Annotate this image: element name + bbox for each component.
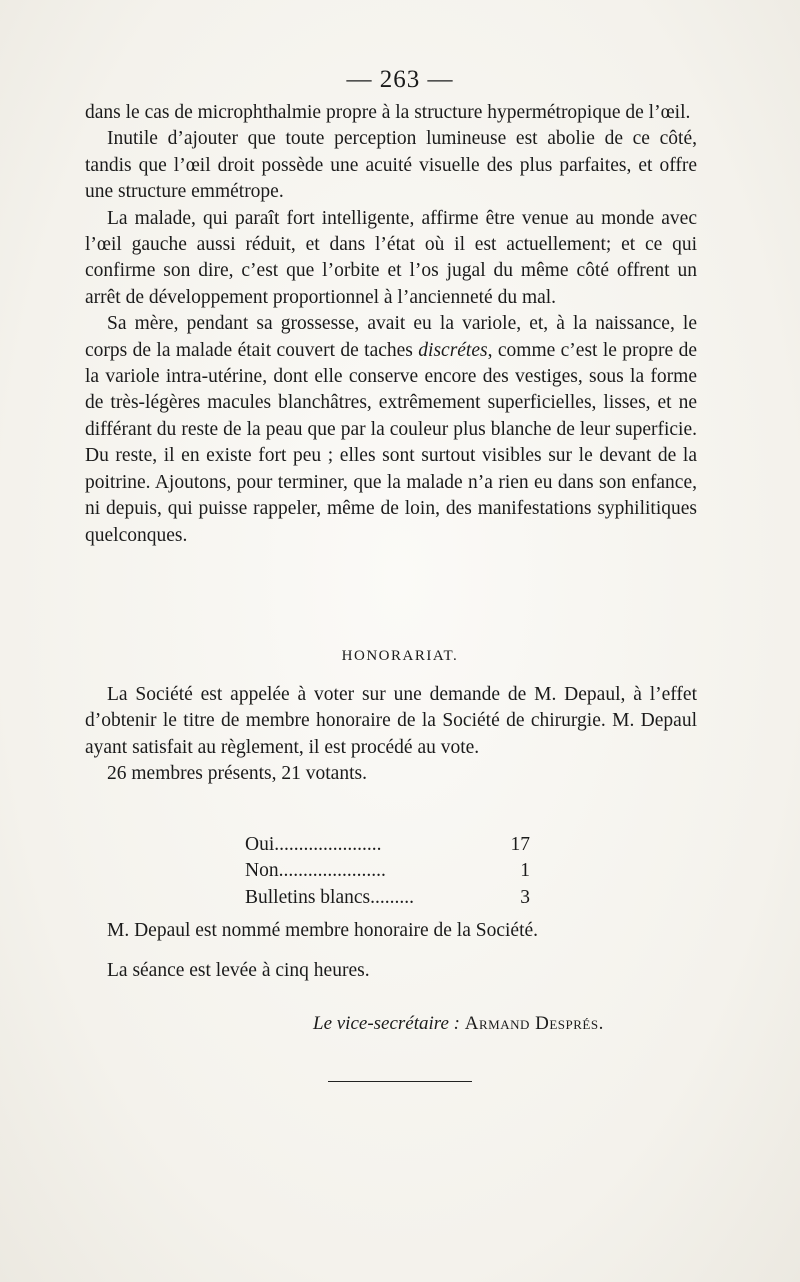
vote-row-bulletins-blancs [245,885,530,911]
vote-count: 3 [520,886,530,908]
result-line: M. Depaul est nommé membre honoraire de la Société. [107,920,539,941]
paragraph-3: La malade, qui paraît fort intelligente, affirme être venue au monde avec l’œil gauche aussi réduit, et dans l’état où il est actuellement; et ce qui confirme son dire, c’est que l’orbite et l’os jugal du même côté offrent un arrêt de développement proportionnel à l’ancienneté du mal. [85,207,697,308]
vote-count: 17 [510,834,530,855]
page-number: — 263 — [346,66,454,93]
members-line: 26 membres présents, 21 votants. [107,763,367,785]
vote-tally [245,832,530,911]
paragraph-4-part-1: Sa mère, pendant sa grossesse, avait eu la variole, et, à la naissance, le corps de la malade était couvert de taches [85,313,697,361]
vote-row-non [245,858,530,884]
vote-label: Oui...................... [245,834,382,855]
closing-line: La séance est levée à cinq heures. [107,960,370,981]
paragraph-4-part-2: , comme c’est le propre de la variole intra-utérine, dont elle conserve encore des vestiges, sous la forme de très-légères macules blanchâtres, extrêmement superficielles, lisses, et ne différant du reste de la peau que par la couleur plus blanche de leur superficie. Du reste, il en existe fort peu ; elles sont surtout visibles sur le devant de la poitrine. Ajoutons, pour terminer, que la malade n’a rien eu dans son enfance, ni depuis, qui puisse rappeler, même de loin, des manifestations syphilitiques quelconques. [85,339,697,546]
paragraph-4 [85,311,697,549]
vote-count: 1 [520,860,530,882]
vote-row-oui [245,832,530,858]
section-heading: HONORARIAT. [341,648,459,664]
vote-text [85,682,697,788]
observation-text [85,100,697,549]
signature-name: Armand Després. [464,1013,604,1034]
vote-label: Bulletins blancs......... [245,886,414,908]
signature-role: Le vice-secrétaire : [313,1013,460,1034]
closing-rule [328,1081,472,1082]
vote-paragraph: La Société est appelée à voter sur une demande de M. Depaul, à l’effet d’obtenir le titre de membre honoraire de la Société de chirurgie. M. Depaul ayant satisfait au règlement, il est procédé au vote. [85,684,697,758]
vote-label: Non...................... [245,860,386,882]
emphasis-word: discrétes [418,339,488,361]
paragraph-2: Inutile d’ajouter que toute perception lumineuse est abolie de ce côté, tandis que l’œil droit possède une acuité visuelle des plus parfaites, et offre une structure emmétrope. [85,128,697,203]
signature [313,1013,604,1035]
paragraph-1: dans le cas de microphthalmie propre à la structure hypermétropique de l’œil. [85,102,691,123]
